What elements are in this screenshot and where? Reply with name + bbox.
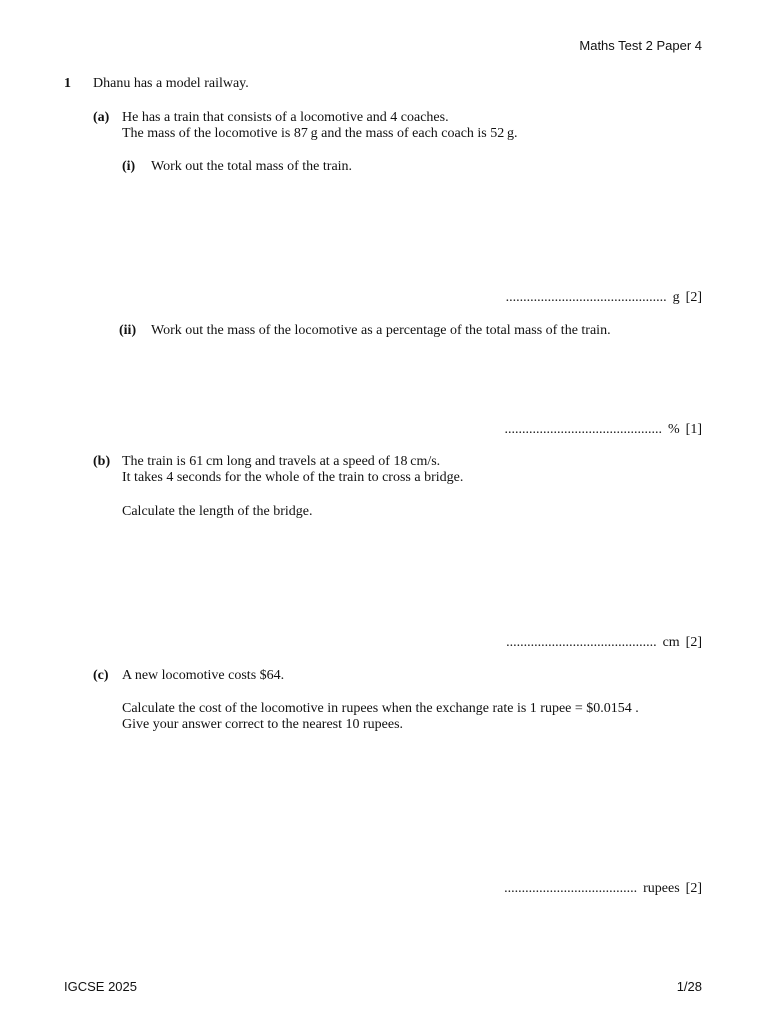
part-c-line2: Calculate the cost of the locomotive in rupees when the exchange rate is 1 rupee = $0.0154 . bbox=[122, 701, 639, 716]
answer-unit: % bbox=[668, 422, 680, 437]
answer-line-c bbox=[504, 881, 702, 897]
question-stem: Dhanu has a model railway. bbox=[93, 76, 249, 91]
part-a-ii-label: (ii) bbox=[119, 323, 137, 338]
part-b-line3: Calculate the length of the bridge. bbox=[122, 504, 313, 519]
answer-dots: .............................................. bbox=[505, 290, 667, 305]
question-number: 1 bbox=[64, 76, 71, 91]
page-header: Maths Test 2 Paper 4 bbox=[579, 38, 702, 53]
part-a-i-label: (i) bbox=[122, 159, 136, 174]
part-b-line2: It takes 4 seconds for the whole of the train to cross a bridge. bbox=[122, 470, 464, 485]
part-c-line1: A new locomotive costs $64. bbox=[122, 668, 285, 683]
part-a-i-text: Work out the total mass of the train. bbox=[151, 159, 353, 174]
answer-dots: ........................................... bbox=[506, 635, 657, 650]
answer-line-b bbox=[506, 635, 702, 651]
part-c-line3: Give your answer correct to the nearest 10 rupees. bbox=[122, 717, 404, 732]
footer-left: IGCSE 2025 bbox=[64, 979, 137, 994]
marks: [1] bbox=[685, 422, 702, 437]
marks: [2] bbox=[685, 635, 702, 650]
marks: [2] bbox=[685, 290, 702, 305]
answer-line-a-i bbox=[506, 290, 702, 306]
part-b-label: (b) bbox=[93, 454, 111, 469]
part-a-label: (a) bbox=[93, 110, 110, 125]
part-a-line1: He has a train that consists of a locomotive and 4 coaches. bbox=[122, 110, 449, 125]
answer-line-a-ii bbox=[505, 422, 703, 438]
part-a-line2: The mass of the locomotive is 87 g and the mass of each coach is 52 g. bbox=[122, 126, 518, 141]
part-b-line1: The train is 61 cm long and travels at a speed of 18 cm/s. bbox=[122, 454, 441, 469]
answer-dots: ............................................. bbox=[504, 422, 662, 437]
answer-dots: ...................................... bbox=[504, 881, 638, 896]
answer-unit: rupees bbox=[643, 881, 680, 896]
part-c-label: (c) bbox=[93, 668, 109, 683]
marks: [2] bbox=[685, 881, 702, 896]
answer-unit: g bbox=[672, 290, 680, 305]
part-a-ii-text: Work out the mass of the locomotive as a percentage of the total mass of the train. bbox=[151, 323, 611, 338]
page-number: 1/28 bbox=[676, 979, 702, 994]
answer-unit: cm bbox=[662, 635, 680, 650]
